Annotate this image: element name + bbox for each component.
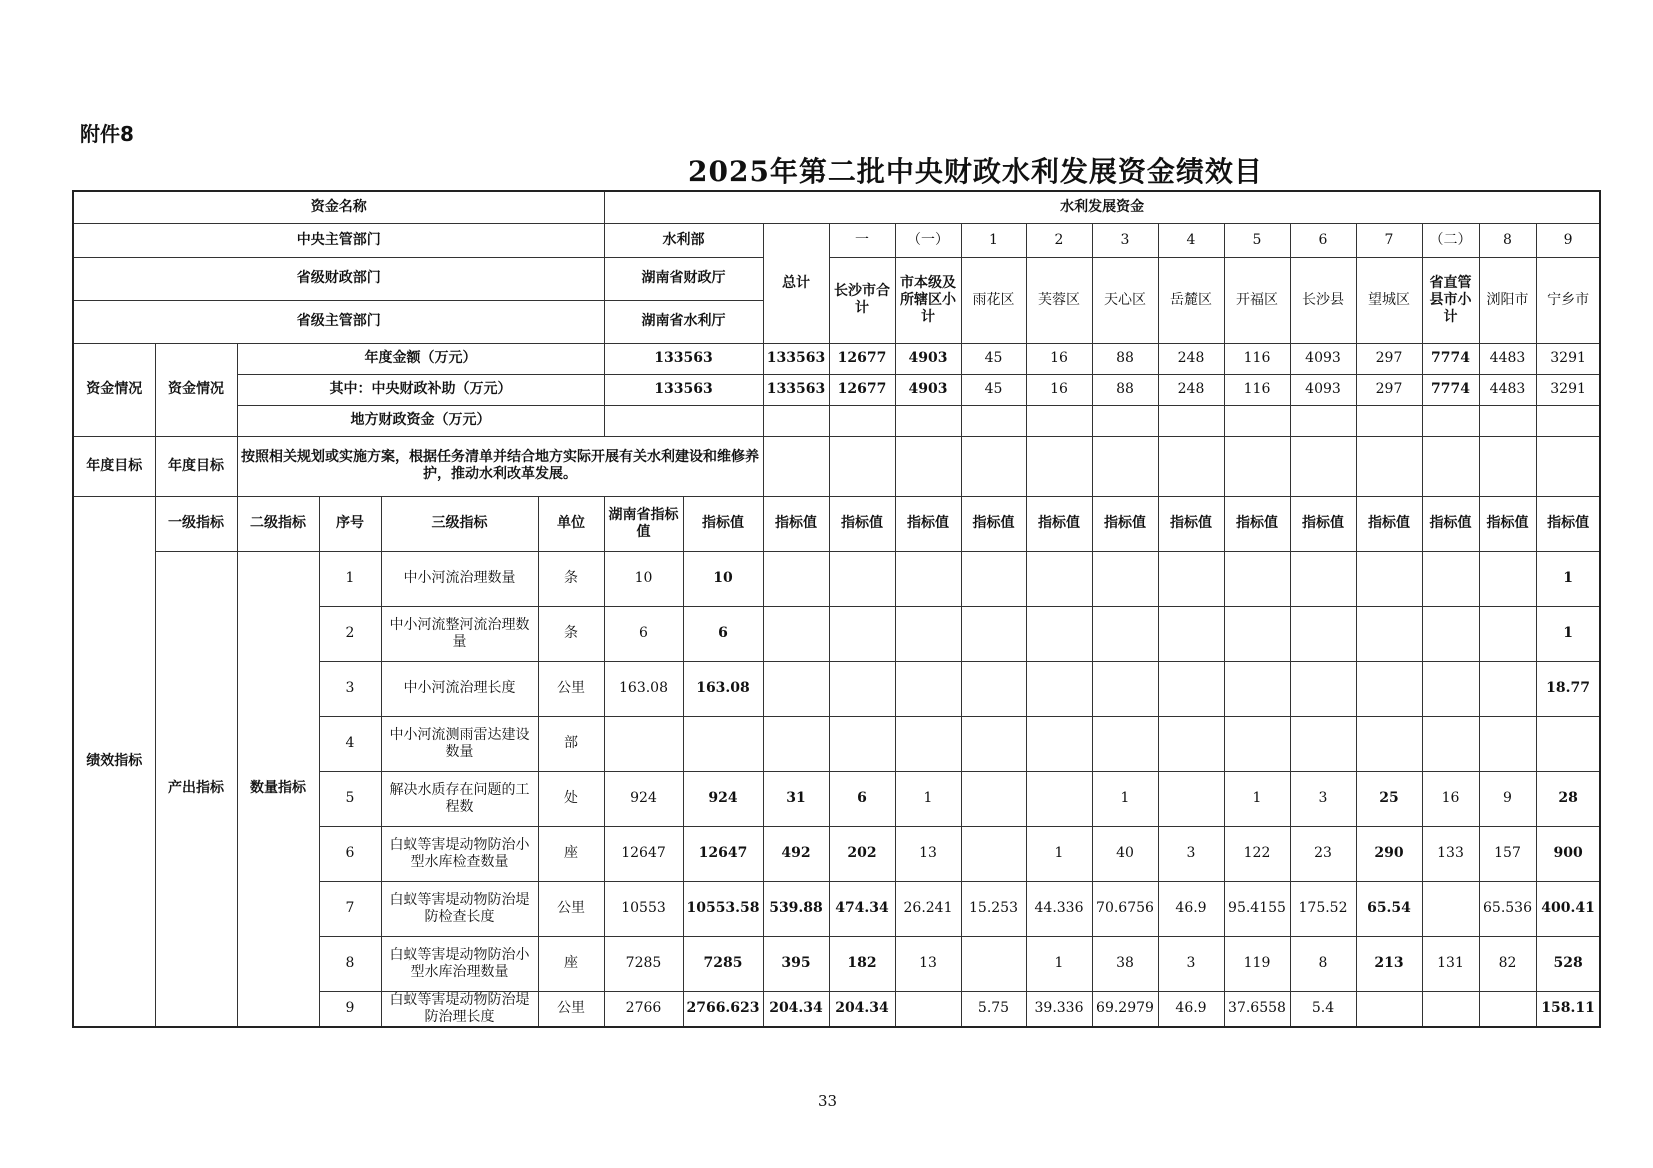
prov-dept-label: 省级主管部门	[73, 300, 604, 343]
value-header: 指标值	[683, 496, 763, 551]
value-header: 指标值	[829, 496, 895, 551]
indicator-cell: 204.34	[763, 991, 829, 1027]
funding-cell	[895, 405, 961, 436]
annual-goal-cell	[1356, 436, 1422, 496]
indicator-cell: 395	[763, 936, 829, 991]
indicator-cell: 213	[1356, 936, 1422, 991]
value-header: 指标值	[1479, 496, 1536, 551]
indicator-unit: 公里	[538, 881, 604, 936]
indicator-cell	[1422, 991, 1479, 1027]
indicator-name: 中小河流治理长度	[381, 661, 538, 716]
indicator-cell	[1479, 661, 1536, 716]
indicator-cell: 1	[1536, 551, 1600, 606]
indicator-cell	[763, 716, 829, 771]
indicator-unit: 条	[538, 551, 604, 606]
indicator-cell: 3	[1158, 826, 1224, 881]
indicator-cell: 70.6756	[1092, 881, 1158, 936]
annual-goal-cell	[829, 436, 895, 496]
funding-cell: 16	[1026, 374, 1092, 405]
province-value-header: 湖南省指标值	[604, 496, 683, 551]
column-number: 8	[1479, 223, 1536, 257]
indicator-unit: 条	[538, 606, 604, 661]
column-number: 1	[961, 223, 1026, 257]
funding-cell	[1224, 405, 1290, 436]
central-dept-value: 水利部	[604, 223, 763, 257]
indicator-cell: 65.54	[1356, 881, 1422, 936]
indicator-cell: 38	[1092, 936, 1158, 991]
indicator-cell: 290	[1356, 826, 1422, 881]
funding-cell: 116	[1224, 343, 1290, 374]
indicator-cell	[1356, 606, 1422, 661]
indicator-total: 2766.623	[683, 991, 763, 1027]
column-number: 4	[1158, 223, 1224, 257]
funding-item-label: 年度金额（万元）	[237, 343, 604, 374]
indicator-province: 2766	[604, 991, 683, 1027]
value-header: 指标值	[1092, 496, 1158, 551]
indicator-cell	[1422, 551, 1479, 606]
indicator-cell	[1422, 881, 1479, 936]
indicator-cell: 539.88	[763, 881, 829, 936]
indicator-seq: 9	[319, 991, 381, 1027]
annual-goal-cell	[1290, 436, 1356, 496]
indicator-cell	[763, 551, 829, 606]
funding-total-value: 133563	[763, 374, 829, 405]
indicator-cell	[1356, 661, 1422, 716]
row-central-dept	[73, 223, 1600, 257]
funding-cell: 88	[1092, 374, 1158, 405]
value-header: 指标值	[895, 496, 961, 551]
funding-cell	[961, 405, 1026, 436]
prov-finance-value: 湖南省财政厅	[604, 257, 763, 300]
indicator-province: 10553	[604, 881, 683, 936]
value-header: 指标值	[1356, 496, 1422, 551]
prov-finance-label: 省级财政部门	[73, 257, 604, 300]
indicator-cell	[1092, 716, 1158, 771]
indicator-cell	[1224, 551, 1290, 606]
indicator-seq: 2	[319, 606, 381, 661]
annual-goal-cell	[1422, 436, 1479, 496]
indicator-name: 中小河流治理数量	[381, 551, 538, 606]
row-funding	[73, 405, 1600, 436]
column-number: （一）	[895, 223, 961, 257]
value-header: 指标值	[1536, 496, 1600, 551]
total-header: 总计	[763, 223, 829, 343]
indicator-seq: 4	[319, 716, 381, 771]
funding-cell: 45	[961, 343, 1026, 374]
annual-goal-sub-label: 年度目标	[155, 436, 237, 496]
annual-goal-cell	[763, 436, 829, 496]
indicator-cell: 131	[1422, 936, 1479, 991]
indicator-cell	[1026, 716, 1092, 771]
indicator-seq: 5	[319, 771, 381, 826]
indicator-total	[683, 716, 763, 771]
indicator-cell	[763, 606, 829, 661]
indicator-cell: 3	[1290, 771, 1356, 826]
indicator-total: 163.08	[683, 661, 763, 716]
indicator-unit: 公里	[538, 991, 604, 1027]
funding-cell	[1356, 405, 1422, 436]
indicator-cell: 26.241	[895, 881, 961, 936]
indicator-cell: 95.4155	[1224, 881, 1290, 936]
row-funding	[73, 343, 1600, 374]
fund-name-value: 水利发展资金	[604, 191, 1600, 223]
indicator-cell	[895, 661, 961, 716]
funding-cell	[1026, 405, 1092, 436]
column-number: 9	[1536, 223, 1600, 257]
funding-cell: 297	[1356, 343, 1422, 374]
funding-cell: 248	[1158, 343, 1224, 374]
column-number: 7	[1356, 223, 1422, 257]
funding-cell: 4903	[895, 343, 961, 374]
indicator-group-label: 绩效指标	[73, 496, 155, 1027]
indicator-seq: 7	[319, 881, 381, 936]
indicator-cell	[895, 716, 961, 771]
indicator-seq: 6	[319, 826, 381, 881]
row-indicator-header	[73, 496, 1600, 551]
indicator-cell: 204.34	[829, 991, 895, 1027]
indicator-cell	[1092, 551, 1158, 606]
indicator-cell	[1158, 716, 1224, 771]
funding-cell	[1422, 405, 1479, 436]
indicator-cell: 6	[829, 771, 895, 826]
indicator-cell	[1479, 606, 1536, 661]
indicator-cell	[1290, 716, 1356, 771]
column-number: 2	[1026, 223, 1092, 257]
indicator-cell: 44.336	[1026, 881, 1092, 936]
indicator-cell: 182	[829, 936, 895, 991]
indicator-cell	[829, 661, 895, 716]
indicator-cell	[961, 771, 1026, 826]
annual-goal-cell	[1026, 436, 1092, 496]
funding-total-value	[763, 405, 829, 436]
indicator-cell	[1290, 606, 1356, 661]
indicator-province	[604, 716, 683, 771]
indicator-cell	[1356, 716, 1422, 771]
indicator-name: 白蚁等害堤动物防治堤防治理长度	[381, 991, 538, 1027]
prov-dept-value: 湖南省水利厅	[604, 300, 763, 343]
indicator-cell	[895, 606, 961, 661]
funding-province-value: 133563	[604, 343, 763, 374]
funding-total-value: 133563	[763, 343, 829, 374]
funding-cell: 88	[1092, 343, 1158, 374]
indicator-cell	[1158, 551, 1224, 606]
funding-cell: 12677	[829, 343, 895, 374]
central-dept-label: 中央主管部门	[73, 223, 604, 257]
column-name: 浏阳市	[1479, 257, 1536, 343]
indicator-cell: 202	[829, 826, 895, 881]
indicator-cell	[1290, 661, 1356, 716]
indicator-cell: 1	[1026, 936, 1092, 991]
funding-cell: 45	[961, 374, 1026, 405]
column-name: 宁乡市	[1536, 257, 1600, 343]
funding-cell: 297	[1356, 374, 1422, 405]
indicator-cell	[1479, 991, 1536, 1027]
funding-cell: 12677	[829, 374, 895, 405]
indicator-name: 白蚁等害堤动物防治小型水库检查数量	[381, 826, 538, 881]
indicator-cell: 175.52	[1290, 881, 1356, 936]
indicator-cell: 400.41	[1536, 881, 1600, 936]
funding-cell: 7774	[1422, 343, 1479, 374]
funding-cell: 16	[1026, 343, 1092, 374]
indicator-cell	[961, 936, 1026, 991]
indicator-cell: 31	[763, 771, 829, 826]
indicator-cell	[1026, 661, 1092, 716]
indicator-seq: 1	[319, 551, 381, 606]
column-number: （二）	[1422, 223, 1479, 257]
column-name: 省直管县市小计	[1422, 257, 1479, 343]
indicator-cell	[1479, 716, 1536, 771]
column-name: 开福区	[1224, 257, 1290, 343]
indicator-total: 6	[683, 606, 763, 661]
funding-sub-label: 资金情况	[155, 343, 237, 436]
indicator-cell: 119	[1224, 936, 1290, 991]
indicator-cell: 5.4	[1290, 991, 1356, 1027]
annual-goal-cell	[1479, 436, 1536, 496]
funding-cell: 116	[1224, 374, 1290, 405]
column-name: 芙蓉区	[1026, 257, 1092, 343]
indicator-unit: 处	[538, 771, 604, 826]
indicator-cell: 9	[1479, 771, 1536, 826]
indicator-cell	[829, 551, 895, 606]
annual-goal-cell	[1092, 436, 1158, 496]
value-header: 指标值	[1158, 496, 1224, 551]
funding-item-label: 地方财政资金（万元）	[237, 405, 604, 436]
indicator-cell: 37.6558	[1224, 991, 1290, 1027]
funding-cell	[1158, 405, 1224, 436]
value-header: 指标值	[1026, 496, 1092, 551]
column-number: 一	[829, 223, 895, 257]
indicator-name: 白蚁等害堤动物防治小型水库治理数量	[381, 936, 538, 991]
indicator-cell	[1224, 661, 1290, 716]
indicator-cell: 528	[1536, 936, 1600, 991]
row-fund-name	[73, 191, 1600, 223]
indicator-seq: 8	[319, 936, 381, 991]
indicator-cell: 158.11	[1536, 991, 1600, 1027]
indicator-province: 7285	[604, 936, 683, 991]
indicator-cell: 5.75	[961, 991, 1026, 1027]
indicator-cell	[1356, 551, 1422, 606]
indicator-total: 924	[683, 771, 763, 826]
indicator-cell: 1	[1224, 771, 1290, 826]
indicator-cell	[1356, 991, 1422, 1027]
indicator-province: 163.08	[604, 661, 683, 716]
indicator-name: 解决水质存在问题的工程数	[381, 771, 538, 826]
value-header: 指标值	[1290, 496, 1356, 551]
funding-cell: 7774	[1422, 374, 1479, 405]
indicator-cell: 13	[895, 936, 961, 991]
indicator-cell: 900	[1536, 826, 1600, 881]
column-name: 长沙县	[1290, 257, 1356, 343]
column-name: 雨花区	[961, 257, 1026, 343]
indicator-cell: 40	[1092, 826, 1158, 881]
row-indicator	[73, 551, 1600, 606]
funding-cell: 248	[1158, 374, 1224, 405]
indicator-cell: 15.253	[961, 881, 1026, 936]
column-name: 天心区	[1092, 257, 1158, 343]
indicator-cell	[961, 826, 1026, 881]
indicator-cell	[1224, 716, 1290, 771]
level1-header: 一级指标	[155, 496, 237, 551]
column-name: 望城区	[1356, 257, 1422, 343]
annual-goal-cell	[961, 436, 1026, 496]
indicator-cell	[1158, 771, 1224, 826]
row-funding	[73, 374, 1600, 405]
indicator-province: 924	[604, 771, 683, 826]
indicator-cell: 474.34	[829, 881, 895, 936]
indicator-cell	[961, 551, 1026, 606]
indicator-province: 10	[604, 551, 683, 606]
indicator-cell: 122	[1224, 826, 1290, 881]
indicator-cell	[1026, 606, 1092, 661]
indicator-cell: 82	[1479, 936, 1536, 991]
indicator-cell	[1092, 606, 1158, 661]
indicator-cell	[1422, 606, 1479, 661]
annual-goal-label: 年度目标	[73, 436, 155, 496]
funding-province-value	[604, 405, 763, 436]
indicator-cell	[829, 606, 895, 661]
indicator-cell: 39.336	[1026, 991, 1092, 1027]
indicator-unit: 座	[538, 936, 604, 991]
column-name: 长沙市合计	[829, 257, 895, 343]
indicator-cell	[1422, 716, 1479, 771]
value-header: 指标值	[763, 496, 829, 551]
fund-name-label: 资金名称	[73, 191, 604, 223]
indicator-cell: 1	[895, 771, 961, 826]
funding-item-label: 其中：中央财政补助（万元）	[237, 374, 604, 405]
indicator-cell	[961, 661, 1026, 716]
indicator-cell: 1	[1092, 771, 1158, 826]
indicator-total: 10553.58	[683, 881, 763, 936]
funding-cell: 4483	[1479, 374, 1536, 405]
column-name: 市本级及所辖区小计	[895, 257, 961, 343]
column-number: 5	[1224, 223, 1290, 257]
indicator-name: 中小河流整河流治理数量	[381, 606, 538, 661]
indicator-total: 10	[683, 551, 763, 606]
indicator-cell	[829, 716, 895, 771]
funding-cell	[1479, 405, 1536, 436]
indicator-cell: 23	[1290, 826, 1356, 881]
row-prov-finance	[73, 257, 1600, 300]
indicator-cell	[1290, 551, 1356, 606]
performance-table	[72, 190, 1601, 1028]
indicator-cell: 69.2979	[1092, 991, 1158, 1027]
indicator-cell: 133	[1422, 826, 1479, 881]
funding-cell: 4903	[895, 374, 961, 405]
annual-goal-cell	[895, 436, 961, 496]
value-header: 指标值	[1224, 496, 1290, 551]
funding-cell	[1092, 405, 1158, 436]
funding-cell	[829, 405, 895, 436]
indicator-cell	[961, 716, 1026, 771]
funding-cell: 3291	[1536, 374, 1600, 405]
indicator-cell	[895, 551, 961, 606]
indicator-province: 6	[604, 606, 683, 661]
annual-goal-text: 按照相关规划或实施方案，根据任务清单并结合地方实际开展有关水利建设和维修养护，推动水利改革发展。	[237, 436, 763, 496]
column-number: 6	[1290, 223, 1356, 257]
indicator-seq: 3	[319, 661, 381, 716]
funding-cell: 4093	[1290, 374, 1356, 405]
indicator-cell: 25	[1356, 771, 1422, 826]
indicator-cell: 492	[763, 826, 829, 881]
indicator-province: 12647	[604, 826, 683, 881]
indicator-total: 12647	[683, 826, 763, 881]
indicator-cell: 3	[1158, 936, 1224, 991]
indicator-cell: 18.77	[1536, 661, 1600, 716]
annual-goal-cell	[1158, 436, 1224, 496]
annual-goal-cell	[1224, 436, 1290, 496]
indicator-cell	[961, 606, 1026, 661]
document-title: 2025年第二批中央财政水利发展资金绩效目	[688, 155, 1263, 188]
indicator-cell	[1158, 661, 1224, 716]
row-annual-goal	[73, 436, 1600, 496]
annual-goal-cell	[1536, 436, 1600, 496]
indicator-cell: 65.536	[1479, 881, 1536, 936]
indicator-cell	[1536, 716, 1600, 771]
level1-value: 产出指标	[155, 551, 237, 1027]
funding-cell: 4093	[1290, 343, 1356, 374]
indicator-unit: 座	[538, 826, 604, 881]
value-header: 指标值	[1422, 496, 1479, 551]
page-number: 33	[818, 1092, 838, 1110]
indicator-cell: 1	[1536, 606, 1600, 661]
funding-cell: 4483	[1479, 343, 1536, 374]
indicator-cell	[1158, 606, 1224, 661]
funding-cell	[1536, 405, 1600, 436]
indicator-cell	[895, 991, 961, 1027]
value-header: 指标值	[961, 496, 1026, 551]
seq-header: 序号	[319, 496, 381, 551]
indicator-cell	[1224, 606, 1290, 661]
indicator-total: 7285	[683, 936, 763, 991]
indicator-cell: 1	[1026, 826, 1092, 881]
indicator-cell	[1092, 661, 1158, 716]
level2-value: 数量指标	[237, 551, 319, 1027]
indicator-cell	[1026, 771, 1092, 826]
indicator-unit: 公里	[538, 661, 604, 716]
indicator-cell	[1479, 551, 1536, 606]
column-number: 3	[1092, 223, 1158, 257]
funding-province-value: 133563	[604, 374, 763, 405]
indicator-name: 中小河流测雨雷达建设数量	[381, 716, 538, 771]
indicator-cell	[1422, 661, 1479, 716]
indicator-cell: 13	[895, 826, 961, 881]
indicator-name: 白蚁等害堤动物防治堤防检查长度	[381, 881, 538, 936]
unit-header: 单位	[538, 496, 604, 551]
attachment-label: 附件8	[80, 122, 134, 146]
level2-header: 二级指标	[237, 496, 319, 551]
funding-cell	[1290, 405, 1356, 436]
level3-header: 三级指标	[381, 496, 538, 551]
indicator-cell: 16	[1422, 771, 1479, 826]
indicator-cell: 28	[1536, 771, 1600, 826]
funding-cell: 3291	[1536, 343, 1600, 374]
indicator-unit: 部	[538, 716, 604, 771]
funding-group-label: 资金情况	[73, 343, 155, 436]
indicator-cell	[763, 661, 829, 716]
column-name: 岳麓区	[1158, 257, 1224, 343]
indicator-cell: 157	[1479, 826, 1536, 881]
indicator-cell: 8	[1290, 936, 1356, 991]
indicator-cell: 46.9	[1158, 991, 1224, 1027]
indicator-cell	[1026, 551, 1092, 606]
indicator-cell: 46.9	[1158, 881, 1224, 936]
